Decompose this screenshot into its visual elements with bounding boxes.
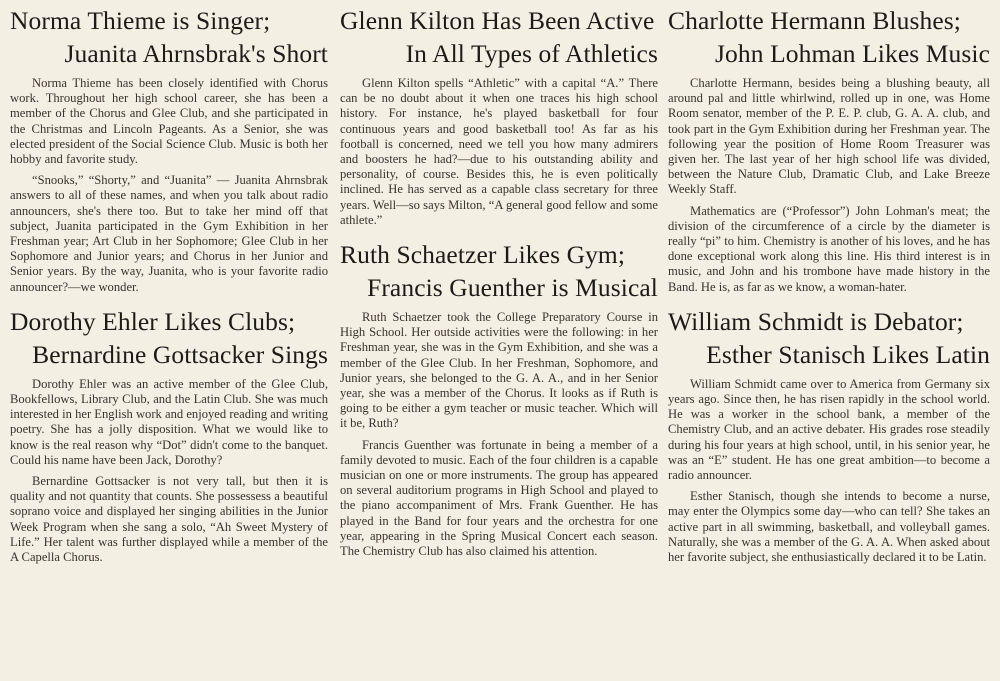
paragraph: Francis Guenther was fortunate in being a member of a family devoted to music. Each of the four children is a capable musician on one or more instruments. The group has appeared on several auditorium programs in High School and played to the piano accompaniment of Mrs. Frank Guenther. He has played in the Band for four years and the orchestra for one year, appearing in the Spring Musical Concert each season. The Chemistry Club has also claimed his attention. xyxy=(340,437,658,559)
paragraph: Dorothy Ehler was an active member of the Glee Club, Bookfellows, Library Club, and the Latin Club. She was much interested in her English work and enjoyed reading and writing poetry. She has a jolly disposition. What we would like to know is the real reason why “Dot” didn't come to the banquet. Could his name have been Jack, Dorothy? xyxy=(10,376,328,467)
headline-line-1: Dorothy Ehler Likes Clubs; xyxy=(10,306,296,336)
article-body xyxy=(668,377,990,565)
headline xyxy=(10,305,328,371)
paragraph: Esther Stanisch, though she intends to become a nurse, may enter the Olympics some day—who can tell? She takes an active part in all swimming, basketball, and volleyball games. Naturally, she was a member of the G. A. A. When asked about her favorite subject, she enthusiastically declared it to be Latin. xyxy=(668,489,990,565)
article-schaetzer-guenther xyxy=(340,238,658,559)
article-body xyxy=(10,76,328,295)
article-body xyxy=(668,76,990,295)
headline xyxy=(340,238,658,304)
article-ehler-gottsacker xyxy=(10,305,328,565)
article-kilton xyxy=(340,4,658,228)
headline-line-2: Esther Stanisch Likes Latin xyxy=(706,339,990,369)
article-schmidt-stanisch xyxy=(668,305,990,565)
paragraph: Mathematics are (“Professor”) John Lohman's meat; the division of the circumference of a circle by the diameter is really “pi” to him. Chemistry is another of his loves, and he has done exceptional work along this line. His third interest is in music, and John and his trombone have made history in the Band. He is, as far as we know, a woman-hater. xyxy=(668,203,990,294)
headline-line-1: Glenn Kilton Has Been Active xyxy=(340,6,655,35)
headline xyxy=(10,4,328,70)
paragraph: William Schmidt came over to America from Germany six years ago. Since then, he has risen rapidly in the school world. He was a worker in the school bank, a member of the Chemistry Club, and an active debater. His grades rose steadily during his four years at high school, until, in his senior year, he was an “E” student. He has one great ambition—to become a radio announcer. xyxy=(668,376,990,483)
article-body xyxy=(340,76,658,228)
paragraph: Ruth Schaetzer took the College Preparatory Course in High School. Her outside activities were the following: in her Freshman year, she was in the Gym Exhibition, and she was a member of the Glee Club. In her Freshman, Sophomore, and Junior years, she belonged to the G. A. A., and in her Senior year, she was a member of the Chorus. It looks as if Ruth is going to be either a gym teacher or music teacher. Which will it be, Ruth? xyxy=(340,310,658,431)
headline xyxy=(340,4,658,70)
headline xyxy=(668,4,990,70)
column-2 xyxy=(340,4,658,681)
article-body xyxy=(10,377,328,565)
headline-line-2: In All Types of Athletics xyxy=(405,39,658,68)
paragraph: “Snooks,” “Shorty,” and “Juanita” — Juanita Ahrnsbrak answers to all of these names, and when you talk about radio announcers, she's there too. But to take her mind off that subject, Juanita participated in the Gym Exhibition in her Freshman year; Art Club in her Sophomore; Glee Club in her Sophomore and Junior years; and Chorus in her Junior and Senior years. By the way, Juanita, who is your favorite radio announcer?—we wonder. xyxy=(10,173,328,294)
headline-line-2: Bernardine Gottsacker Sings xyxy=(32,339,328,369)
headline-line-2: Juanita Ahrnsbrak's Short xyxy=(64,39,328,68)
paragraph: Bernardine Gottsacker is not very tall, but then it is quality and not quantity that counts. She possessess a beautiful soprano voice and displayed her singing abilities in the Junior Week Program when she sang a solo, “Ah Sweet Mystery of Life.” Her talent was further displayed while a member of the A Capella Chorus. xyxy=(10,474,328,565)
headline-line-1: Norma Thieme is Singer; xyxy=(10,6,271,35)
headline-line-1: Ruth Schaetzer Likes Gym; xyxy=(340,240,626,270)
column-3 xyxy=(668,4,990,681)
paragraph: Glenn Kilton spells “Athletic” with a capital “A.” There can be no doubt about it when one traces his high school history. For instance, he's played basketball for four continuous years and good basketball too! As far as his football is concerned, need we tell you how many admirers and boosters he had?—due to his outstanding ability and personality, of course. Besides this, he is even politically inclined. He has served as a capable class secretary for three years. Well—so says Milton, “A general good fellow and some athlete.” xyxy=(340,76,658,227)
column-1 xyxy=(10,4,328,681)
headline-line-2: Francis Guenther is Musical xyxy=(367,273,658,303)
headline-line-1: William Schmidt is Debator; xyxy=(668,306,964,336)
headline-line-1: Charlotte Hermann Blushes; xyxy=(668,6,961,35)
paragraph: Norma Thieme has been closely identified with Chorus work. Throughout her high school career, she has been a member of the Chorus and Glee Club, and she participated in the Christmas and Lincoln Pageants. As a Senior, she was elected president of the Social Science Club. Music is both her hobby and favorite study. xyxy=(10,76,328,167)
paragraph: Charlotte Hermann, besides being a blushing beauty, all around pal and little whirlwind, rolled up in one, was Home Room senator, member of the P. E. P. club, G. A. A. club, and took part in the Gym Exhibition during her Freshman year. The following year the position of Home Room Treasurer was given her. The last year of her high school life was divided, between the Nature Club, Dramatic Club, and Lake Breeze Weekly Staff. xyxy=(668,76,990,197)
article-thieme-ahrnsbrak xyxy=(10,4,328,295)
article-hermann-lohman xyxy=(668,4,990,295)
headline-line-2: John Lohman Likes Music xyxy=(715,39,990,68)
headline xyxy=(668,305,990,371)
article-body xyxy=(340,310,658,559)
